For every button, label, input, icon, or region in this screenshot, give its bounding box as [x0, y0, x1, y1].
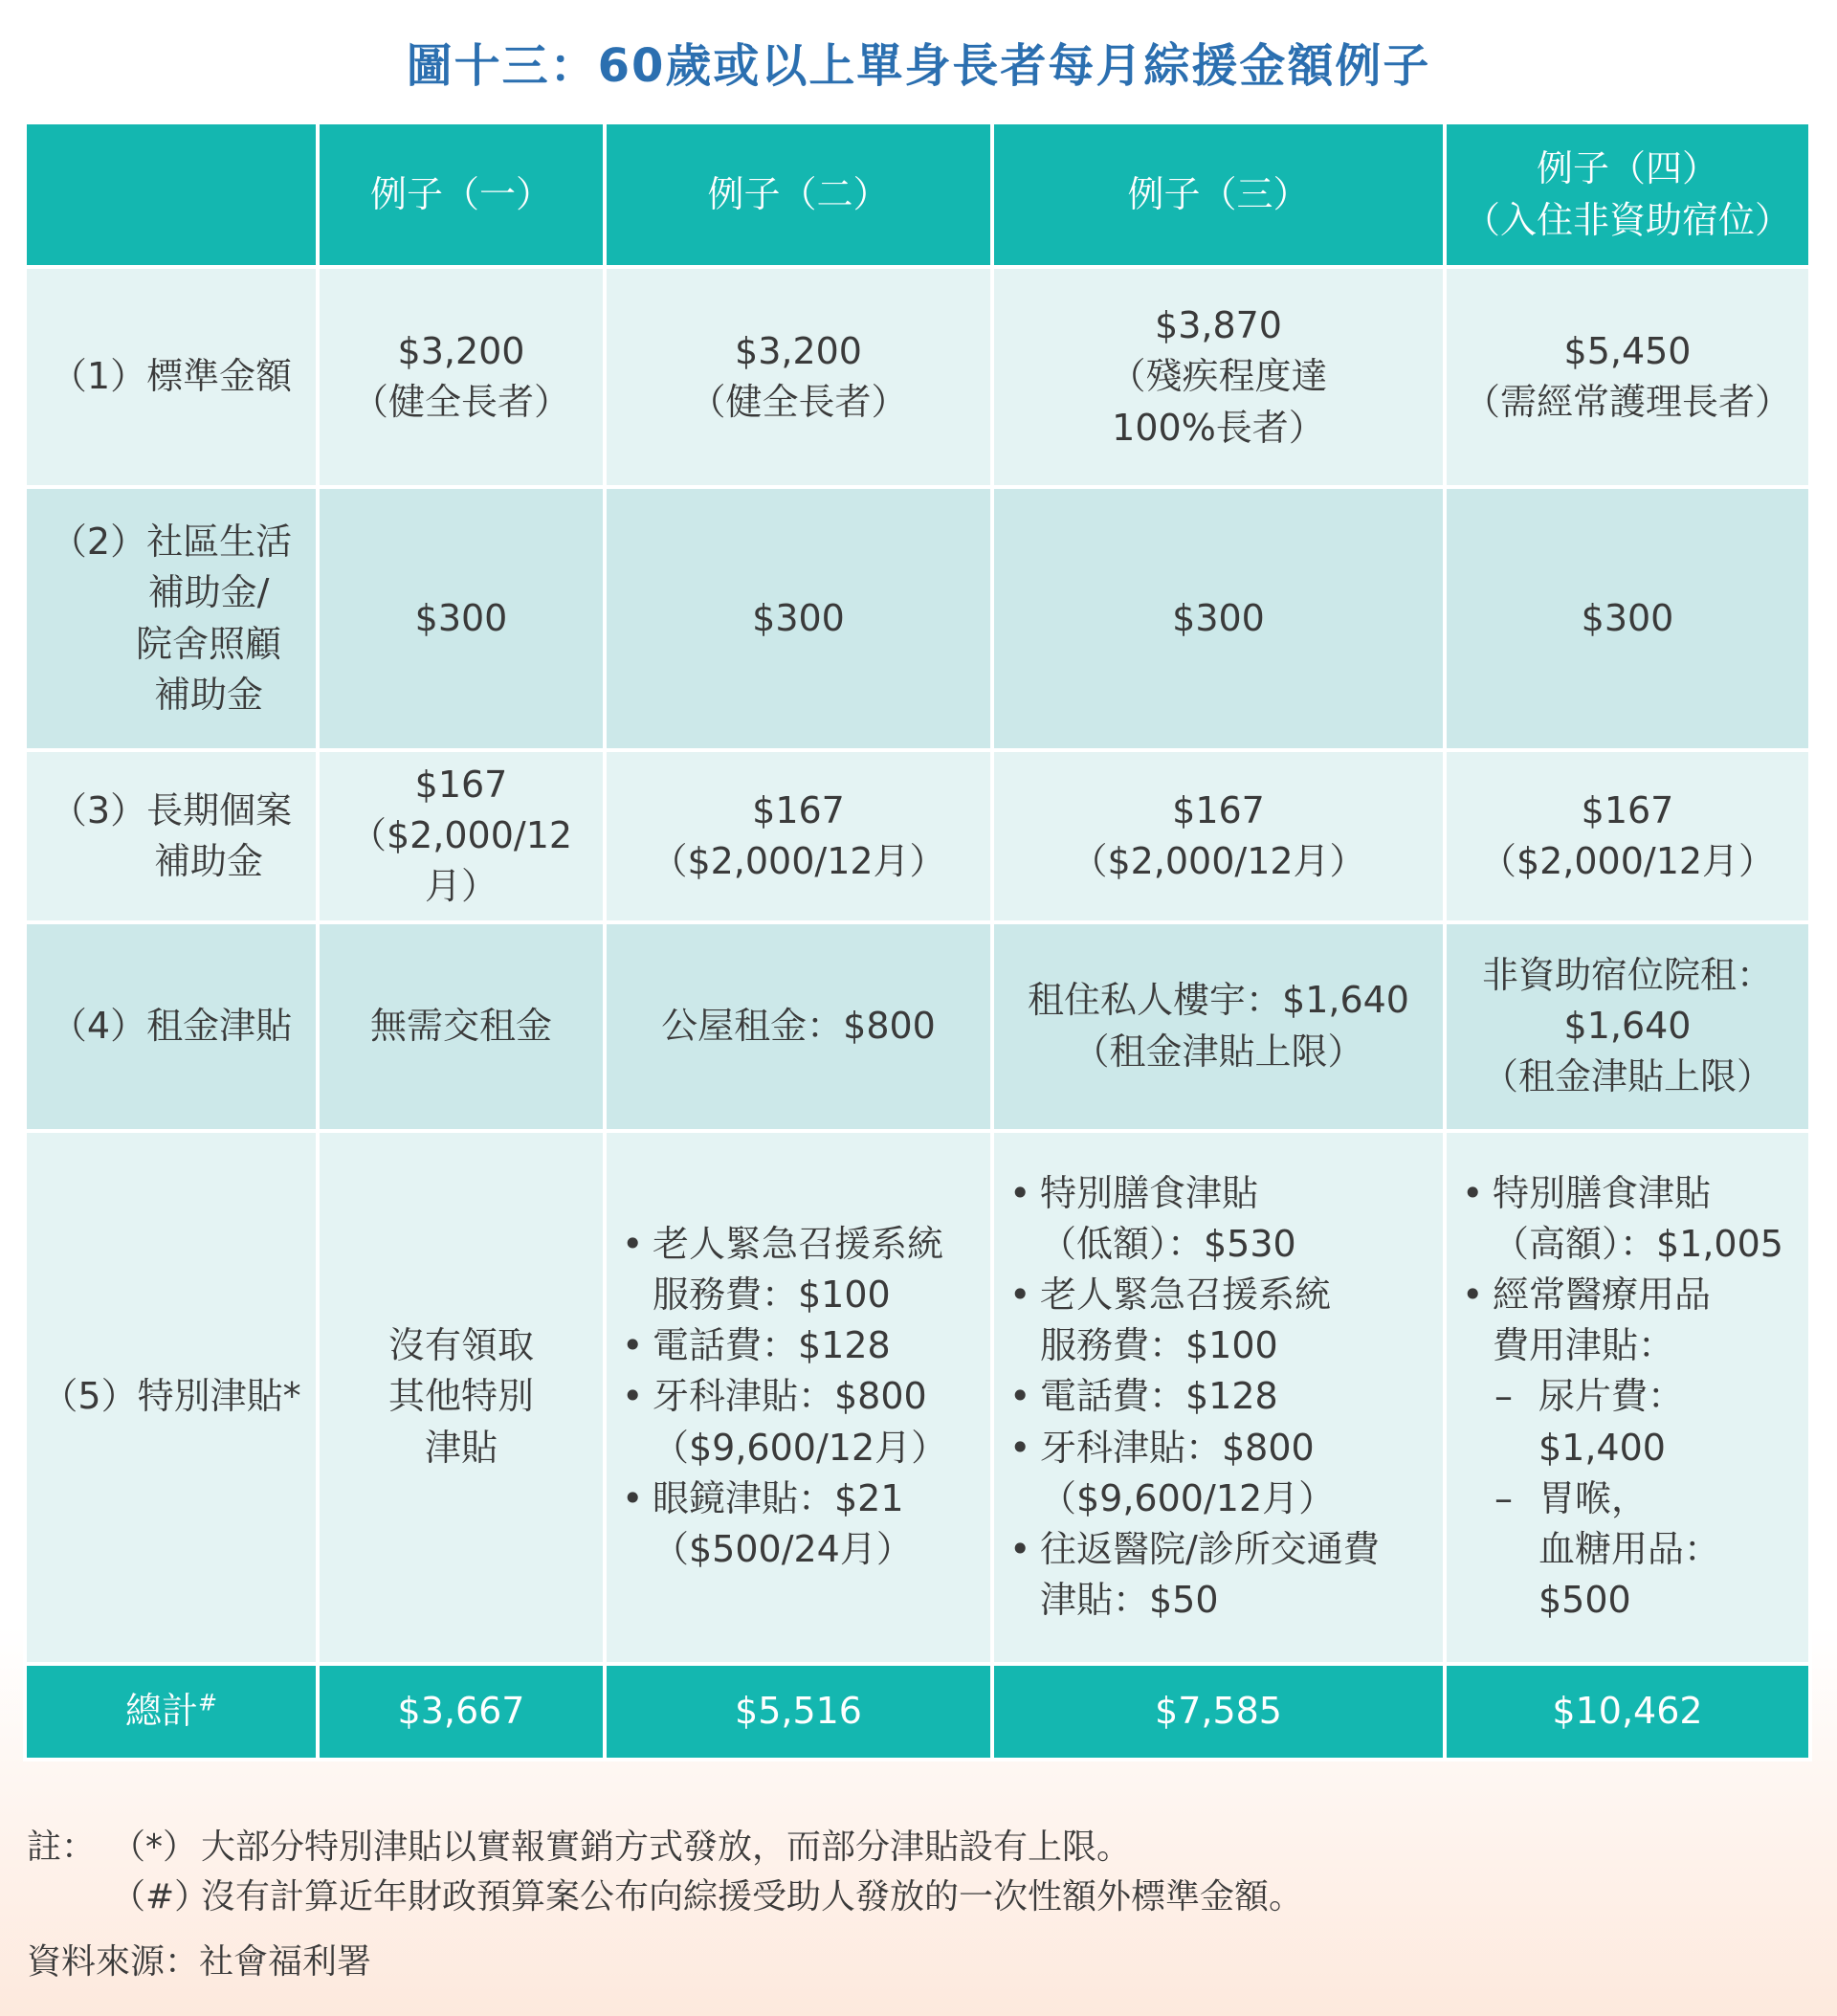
list-item-line: （$500/24月） [653, 1528, 913, 1571]
cell-r1-c4 [1445, 267, 1810, 487]
cell-r5-c2 [605, 1131, 992, 1664]
cell-r1-c1-note: （健全長者） [351, 381, 570, 423]
list-item-line: 服務費：$100 [1040, 1324, 1278, 1367]
list-item-line: 津貼：$50 [1040, 1579, 1219, 1622]
list-item-line: • 眼鏡津貼：$21 [653, 1476, 904, 1519]
cell-r5-c3 [992, 1131, 1445, 1664]
list-item-line: • 特別膳食津貼 [1040, 1171, 1259, 1214]
cell-r4-c3 [992, 922, 1445, 1131]
list-item [616, 1219, 981, 1320]
cell-r4-c4 [1445, 922, 1810, 1131]
cell-r1-c4-note: （需經常護理長者） [1463, 381, 1791, 423]
total-label-text: 總計 [124, 1689, 198, 1732]
footnote-mark: （*） [111, 1828, 198, 1867]
cell-r1-c2-note: （健全長者） [689, 381, 908, 423]
cell-r4-c2: 公屋租金：$800 [605, 922, 992, 1131]
cell-r5-c1 [318, 1131, 605, 1664]
list-item-line: – 胃喉， [1538, 1476, 1649, 1519]
footnote-text: 沒有計算近年財政預算案公布向綜援受助人發放的一次性額外標準金額。 [201, 1877, 1304, 1916]
list-item-line: （$9,600/12月） [1040, 1476, 1336, 1519]
list-item [1004, 1371, 1433, 1422]
header-example-1: 例子（一） [318, 122, 605, 267]
cell-r3-c1 [318, 750, 605, 922]
bullet-list [1004, 1168, 1433, 1627]
cell-r3-c3-note: （$2,000/12月） [1071, 839, 1366, 882]
header-example-3: 例子（三） [992, 122, 1445, 267]
footnote-text: 大部分特別津貼以實報實銷方式發放，而部分津貼設有上限。 [201, 1828, 1132, 1867]
cell-r3-c4-amount: $167 [1581, 788, 1674, 831]
table-row-long-term-supplement [25, 750, 1810, 922]
row-label-line: 院舍照顧 [135, 622, 281, 665]
cell-r1-c1 [318, 267, 605, 487]
dash-list [1493, 1371, 1799, 1626]
cell-r5-c1-line3: 津貼 [424, 1426, 498, 1469]
cell-r1-c2-amount: $3,200 [735, 329, 862, 372]
cell-r5-c1-line2: 其他特別 [387, 1375, 534, 1418]
list-item [1456, 1168, 1799, 1270]
dash-item [1493, 1473, 1799, 1627]
footnotes [27, 1823, 1806, 1987]
row-label-line: 補助金 [153, 673, 263, 716]
list-item [1004, 1270, 1433, 1371]
list-item-line: 服務費：$100 [653, 1274, 891, 1317]
cell-r1-c3 [992, 267, 1445, 487]
cell-r4-c1: 無需交租金 [318, 922, 605, 1131]
cell-r4-c4-line1: 非資助宿位院租： [1481, 953, 1773, 996]
list-item-line: • 老人緊急召援系統 [1040, 1274, 1332, 1317]
row-label-line: （3）長期個案 [50, 788, 293, 831]
list-item-line: $500 [1538, 1579, 1631, 1622]
list-item [616, 1371, 981, 1473]
header-example-2: 例子（二） [605, 122, 992, 267]
row-label-standard-rate: （1）標準金額 [25, 267, 318, 487]
footnote-prefix-spacer [27, 1872, 111, 1922]
list-item-line: （$9,600/12月） [653, 1426, 948, 1469]
page-title: 圖十三：60歲或以上單身長者每月綜援金額例子 [406, 39, 1431, 93]
list-item [1456, 1270, 1799, 1626]
cell-r4-c4-line3: （租金津貼上限） [1481, 1055, 1773, 1098]
bullet-list [1456, 1168, 1799, 1627]
dash-item [1493, 1371, 1799, 1473]
cell-r3-c3-amount: $167 [1172, 788, 1265, 831]
cell-r5-c4 [1445, 1131, 1810, 1664]
list-item-line: • 牙科津貼：$800 [1040, 1426, 1315, 1469]
row-label-long-term-supplement [25, 750, 318, 922]
list-item [616, 1320, 981, 1371]
cell-r1-c4-amount: $5,450 [1563, 329, 1692, 372]
cell-total-c1: $3,667 [318, 1664, 605, 1760]
cell-r2-c4: $300 [1445, 487, 1810, 750]
header-blank [25, 122, 318, 267]
list-item [616, 1473, 981, 1575]
row-label-line: （2）社區生活 [50, 521, 293, 564]
row-label-line: 補助金 [153, 839, 263, 882]
list-item-line: • 老人緊急召援系統 [653, 1222, 944, 1265]
cell-r3-c1-note: （$2,000/12月） [349, 814, 573, 908]
total-label-sup: # [197, 1689, 218, 1717]
data-source: 資料來源：社會福利署 [27, 1942, 372, 1982]
footnote-prefix: 註： [27, 1828, 97, 1867]
cell-total-c3: $7,585 [992, 1664, 1445, 1760]
table-row-rent-allowance [25, 922, 1810, 1131]
list-item [1004, 1423, 1433, 1524]
cell-r3-c2-note: （$2,000/12月） [651, 839, 946, 882]
cell-total-c2: $5,516 [605, 1664, 992, 1760]
cell-r2-c2: $300 [605, 487, 992, 750]
list-item-line: • 經常醫療用品 [1493, 1274, 1712, 1317]
footnote-2 [27, 1872, 1806, 1922]
list-item-line: • 往返醫院/診所交通費 [1040, 1528, 1380, 1571]
cell-total-c4: $10,462 [1445, 1664, 1810, 1760]
cell-r2-c3: $300 [992, 487, 1445, 750]
header-example-4-line1: 例子（四） [1536, 147, 1718, 190]
cell-r4-c3-line1: 租住私人樓宇：$1,640 [1028, 979, 1409, 1022]
header-example-4 [1445, 122, 1810, 267]
list-item-line: – 尿片費： [1538, 1375, 1685, 1418]
list-item-line: • 電話費：$128 [653, 1324, 891, 1367]
cell-r1-c3-note-1: （殘疾程度達 [1109, 355, 1328, 398]
list-item-line: • 牙科津貼：$800 [653, 1375, 927, 1418]
footnote-1 [27, 1823, 1806, 1872]
list-item-line: 血糖用品： [1538, 1528, 1721, 1571]
table-row-community-supplement [25, 487, 1810, 750]
row-label-line: 補助金/ [147, 571, 270, 614]
row-label-special-grants: （5）特別津貼* [25, 1131, 318, 1664]
table-header-row [25, 122, 1810, 267]
list-item-line: $1,400 [1538, 1426, 1666, 1469]
cell-r2-c1: $300 [318, 487, 605, 750]
cell-r3-c3 [992, 750, 1445, 922]
row-label-community-supplement [25, 487, 318, 750]
cell-r3-c4 [1445, 750, 1810, 922]
cssa-amounts-table [23, 121, 1812, 1761]
cell-r3-c1-amount: $167 [414, 764, 508, 806]
row-label-total [25, 1664, 318, 1760]
cell-r1-c1-amount: $3,200 [397, 329, 525, 372]
list-item-line: • 特別膳食津貼 [1493, 1171, 1712, 1214]
list-item-line: （低額）：$530 [1040, 1222, 1296, 1265]
list-item-line: • 電話費：$128 [1040, 1375, 1278, 1418]
cell-r1-c2 [605, 267, 992, 487]
footnote-mark: （#） [111, 1877, 210, 1916]
cell-r4-c3-line2: （租金津貼上限） [1073, 1030, 1364, 1073]
table-row-special-grants [25, 1131, 1810, 1664]
cell-r3-c4-note: （$2,000/12月） [1479, 839, 1776, 882]
cell-r1-c3-note-2: 100%長者） [1112, 406, 1325, 449]
list-item [1004, 1168, 1433, 1270]
list-item-line: 費用津貼： [1493, 1324, 1675, 1367]
table-row-standard-rate [25, 267, 1810, 487]
cell-r1-c3-amount: $3,870 [1155, 304, 1282, 347]
header-example-4-line2: （入住非資助宿位） [1463, 198, 1791, 241]
cell-r5-c1-line1: 沒有領取 [387, 1324, 534, 1367]
table-row-total [25, 1664, 1810, 1760]
row-label-rent-allowance: （4）租金津貼 [25, 922, 318, 1131]
cell-r4-c4-line2: $1,640 [1563, 1004, 1692, 1047]
list-item-line: （高額）：$1,005 [1493, 1222, 1783, 1265]
bullet-list [616, 1219, 981, 1575]
cell-r3-c2 [605, 750, 992, 922]
cell-r3-c2-amount: $167 [752, 788, 845, 831]
list-item [1004, 1524, 1433, 1626]
